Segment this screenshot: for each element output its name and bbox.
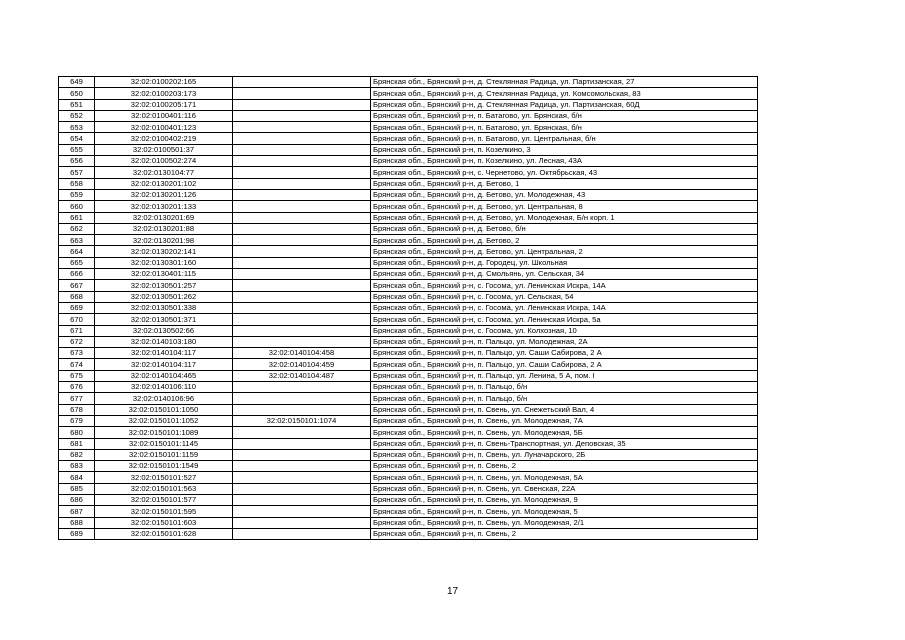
table-row — [59, 302, 758, 313]
cadastral-number: 32:02:0100203:173 — [95, 88, 233, 99]
address: Брянская обл., Брянский р-н, с. Госома, ул. Ленинская Искра, 14А — [371, 302, 758, 313]
table-row — [59, 528, 758, 539]
cadastral-number: 32:02:0150101:628 — [95, 528, 233, 539]
table-row — [59, 167, 758, 178]
related-cadastral-number — [233, 99, 371, 110]
related-cadastral-number — [233, 201, 371, 212]
table-row — [59, 99, 758, 110]
cadastral-number: 32:02:0100402:219 — [95, 133, 233, 144]
related-cadastral-number — [233, 133, 371, 144]
page-number: 17 — [446, 586, 459, 597]
table-row — [59, 370, 758, 381]
related-cadastral-number — [233, 122, 371, 133]
row-number: 670 — [59, 314, 95, 325]
address: Брянская обл., Брянский р-н, д. Смольянь, ул. Сельская, 34 — [371, 269, 758, 280]
cadastral-number: 32:02:0130201:98 — [95, 235, 233, 246]
address: Брянская обл., Брянский р-н, д. Бетово, ул. Центральная, 8 — [371, 201, 758, 212]
table-row — [59, 235, 758, 246]
row-number: 649 — [59, 77, 95, 88]
cadastral-number: 32:02:0100501:37 — [95, 144, 233, 155]
row-number: 667 — [59, 280, 95, 291]
table-row — [59, 415, 758, 426]
related-cadastral-number — [233, 144, 371, 155]
row-number: 674 — [59, 359, 95, 370]
row-number: 671 — [59, 325, 95, 336]
related-cadastral-number — [233, 494, 371, 505]
row-number: 652 — [59, 110, 95, 121]
cadastral-number: 32:02:0150101:1159 — [95, 449, 233, 460]
related-cadastral-number — [233, 314, 371, 325]
cadastral-number: 32:02:0130501:338 — [95, 302, 233, 313]
related-cadastral-number — [233, 110, 371, 121]
cadastral-number: 32:02:0140106:96 — [95, 393, 233, 404]
table-row — [59, 483, 758, 494]
cadastral-number: 32:02:0130201:133 — [95, 201, 233, 212]
address: Брянская обл., Брянский р-н, п. Свень, ул. Молодежная, 9 — [371, 494, 758, 505]
address: Брянская обл., Брянский р-н, п. Пальцо, ул. Ленина, 5 А, пом. I — [371, 370, 758, 381]
cadastral-number: 32:02:0130502:66 — [95, 325, 233, 336]
table-row — [59, 212, 758, 223]
address: Брянская обл., Брянский р-н, п. Батагово, ул. Брянская, б/н — [371, 122, 758, 133]
row-number: 665 — [59, 257, 95, 268]
cadastral-number: 32:02:0130401:115 — [95, 269, 233, 280]
related-cadastral-number — [233, 393, 371, 404]
address: Брянская обл., Брянский р-н, с. Госома, ул. Ленинская Искра, 5а — [371, 314, 758, 325]
row-number: 688 — [59, 517, 95, 528]
related-cadastral-number — [233, 427, 371, 438]
property-register-table — [58, 76, 758, 540]
row-number: 681 — [59, 438, 95, 449]
address: Брянская обл., Брянский р-н, с. Госома, ул. Ленинская Искра, 14А — [371, 280, 758, 291]
row-number: 659 — [59, 189, 95, 200]
row-number: 651 — [59, 99, 95, 110]
table-row — [59, 223, 758, 234]
table-row — [59, 189, 758, 200]
address: Брянская обл., Брянский р-н, п. Свень, ул. Снежетьский Вал, 4 — [371, 404, 758, 415]
row-number: 686 — [59, 494, 95, 505]
row-number: 685 — [59, 483, 95, 494]
table-row — [59, 246, 758, 257]
cadastral-number: 32:02:0100202:165 — [95, 77, 233, 88]
table-row — [59, 506, 758, 517]
row-number: 650 — [59, 88, 95, 99]
row-number: 682 — [59, 449, 95, 460]
table-row — [59, 178, 758, 189]
cadastral-number: 32:02:0150101:563 — [95, 483, 233, 494]
table-row — [59, 144, 758, 155]
address: Брянская обл., Брянский р-н, с. Чернетово, ул. Октябрьская, 43 — [371, 167, 758, 178]
address: Брянская обл., Брянский р-н, д. Бетово, б/н — [371, 223, 758, 234]
address: Брянская обл., Брянский р-н, п. Свень, ул. Молодежная, 5 — [371, 506, 758, 517]
table-row — [59, 88, 758, 99]
table-row — [59, 325, 758, 336]
row-number: 658 — [59, 178, 95, 189]
related-cadastral-number — [233, 235, 371, 246]
address: Брянская обл., Брянский р-н, с. Госома, ул. Колхозная, 10 — [371, 325, 758, 336]
row-number: 662 — [59, 223, 95, 234]
cadastral-number: 32:02:0140103:180 — [95, 336, 233, 347]
table-row — [59, 461, 758, 472]
table-row — [59, 314, 758, 325]
related-cadastral-number: 32:02:0140104:459 — [233, 359, 371, 370]
table-row — [59, 201, 758, 212]
related-cadastral-number — [233, 449, 371, 460]
table-row — [59, 494, 758, 505]
row-number: 683 — [59, 461, 95, 472]
cadastral-number: 32:02:0130501:371 — [95, 314, 233, 325]
address: Брянская обл., Брянский р-н, п. Пальцо, ул. Саши Сабирова, 2 А — [371, 359, 758, 370]
table-row — [59, 110, 758, 121]
cadastral-number: 32:02:0130201:126 — [95, 189, 233, 200]
row-number: 679 — [59, 415, 95, 426]
cadastral-number: 32:02:0150101:1052 — [95, 415, 233, 426]
address: Брянская обл., Брянский р-н, п. Свень, ул. Луначарского, 2Б — [371, 449, 758, 460]
related-cadastral-number — [233, 178, 371, 189]
address: Брянская обл., Брянский р-н, д. Городец, ул. Школьная — [371, 257, 758, 268]
table-row — [59, 280, 758, 291]
related-cadastral-number — [233, 302, 371, 313]
related-cadastral-number — [233, 257, 371, 268]
cadastral-number: 32:02:0140106:110 — [95, 382, 233, 393]
address: Брянская обл., Брянский р-н, д. Бетово, ул. Центральная, 2 — [371, 246, 758, 257]
address: Брянская обл., Брянский р-н, п. Козелкино, 3 — [371, 144, 758, 155]
address: Брянская обл., Брянский р-н, п. Свень, ул. Молодежная, 5А — [371, 472, 758, 483]
related-cadastral-number — [233, 461, 371, 472]
address: Брянская обл., Брянский р-н, п. Батагово, ул. Центральная, б/н — [371, 133, 758, 144]
table-row — [59, 269, 758, 280]
related-cadastral-number — [233, 156, 371, 167]
cadastral-number: 32:02:0130201:69 — [95, 212, 233, 223]
related-cadastral-number — [233, 280, 371, 291]
address: Брянская обл., Брянский р-н, п. Свень-Транспортная, ул. Деповская, 35 — [371, 438, 758, 449]
cadastral-number: 32:02:0130201:102 — [95, 178, 233, 189]
related-cadastral-number: 32:02:0150101:1074 — [233, 415, 371, 426]
table-row — [59, 393, 758, 404]
table-row — [59, 77, 758, 88]
address: Брянская обл., Брянский р-н, с. Госома, ул. Сельская, 54 — [371, 291, 758, 302]
table-row — [59, 438, 758, 449]
cadastral-number: 32:02:0150101:577 — [95, 494, 233, 505]
related-cadastral-number — [233, 472, 371, 483]
address: Брянская обл., Брянский р-н, д. Стеклянная Радица, ул. Комсомольская, 83 — [371, 88, 758, 99]
related-cadastral-number: 32:02:0140104:487 — [233, 370, 371, 381]
cadastral-number: 32:02:0100401:116 — [95, 110, 233, 121]
row-number: 678 — [59, 404, 95, 415]
row-number: 663 — [59, 235, 95, 246]
row-number: 668 — [59, 291, 95, 302]
row-number: 677 — [59, 393, 95, 404]
address: Брянская обл., Брянский р-н, п. Пальцо, б/н — [371, 382, 758, 393]
cadastral-number: 32:02:0150101:1050 — [95, 404, 233, 415]
cadastral-number: 32:02:0150101:1145 — [95, 438, 233, 449]
row-number: 672 — [59, 336, 95, 347]
related-cadastral-number — [233, 246, 371, 257]
row-number: 675 — [59, 370, 95, 381]
related-cadastral-number — [233, 88, 371, 99]
table-row — [59, 382, 758, 393]
row-number: 676 — [59, 382, 95, 393]
address: Брянская обл., Брянский р-н, д. Бетово, ул. Молодежная, 43 — [371, 189, 758, 200]
table-row — [59, 472, 758, 483]
related-cadastral-number — [233, 506, 371, 517]
address: Брянская обл., Брянский р-н, д. Стеклянная Радица, ул. Партизанская, 60Д — [371, 99, 758, 110]
address: Брянская обл., Брянский р-н, п. Батагово, ул. Брянская, б/н — [371, 110, 758, 121]
row-number: 654 — [59, 133, 95, 144]
cadastral-number: 32:02:0150101:527 — [95, 472, 233, 483]
related-cadastral-number — [233, 167, 371, 178]
cadastral-number: 32:02:0130301:160 — [95, 257, 233, 268]
address: Брянская обл., Брянский р-н, д. Бетово, ул. Молодежная, Б/н корп. 1 — [371, 212, 758, 223]
row-number: 669 — [59, 302, 95, 313]
address: Брянская обл., Брянский р-н, п. Свень, 2 — [371, 461, 758, 472]
cadastral-number: 32:02:0150101:603 — [95, 517, 233, 528]
table-row — [59, 336, 758, 347]
related-cadastral-number — [233, 438, 371, 449]
register-table-body — [59, 77, 758, 540]
row-number: 660 — [59, 201, 95, 212]
table-row — [59, 122, 758, 133]
cadastral-number: 32:02:0150101:1549 — [95, 461, 233, 472]
cadastral-number: 32:02:0140104:117 — [95, 348, 233, 359]
related-cadastral-number — [233, 528, 371, 539]
row-number: 661 — [59, 212, 95, 223]
related-cadastral-number: 32:02:0140104:458 — [233, 348, 371, 359]
table-row — [59, 133, 758, 144]
related-cadastral-number — [233, 382, 371, 393]
cadastral-number: 32:02:0130501:262 — [95, 291, 233, 302]
address: Брянская обл., Брянский р-н, п. Пальцо, б/н — [371, 393, 758, 404]
row-number: 689 — [59, 528, 95, 539]
related-cadastral-number — [233, 212, 371, 223]
cadastral-number: 32:02:0100401:123 — [95, 122, 233, 133]
address: Брянская обл., Брянский р-н, д. Стеклянная Радица, ул. Партизанская, 27 — [371, 77, 758, 88]
related-cadastral-number — [233, 291, 371, 302]
address: Брянская обл., Брянский р-н, п. Козелкино, ул. Лесная, 43А — [371, 156, 758, 167]
address: Брянская обл., Брянский р-н, п. Свень, ул. Молодежная, 2/1 — [371, 517, 758, 528]
table-row — [59, 257, 758, 268]
address: Брянская обл., Брянский р-н, п. Пальцо, ул. Молодежная, 2А — [371, 336, 758, 347]
table-row — [59, 517, 758, 528]
address: Брянская обл., Брянский р-н, д. Бетово, 1 — [371, 178, 758, 189]
cadastral-number: 32:02:0130501:257 — [95, 280, 233, 291]
table-row — [59, 291, 758, 302]
related-cadastral-number — [233, 404, 371, 415]
address: Брянская обл., Брянский р-н, п. Свень, ул. Молодежная, 7А — [371, 415, 758, 426]
cadastral-number: 32:02:0150101:595 — [95, 506, 233, 517]
related-cadastral-number — [233, 483, 371, 494]
row-number: 687 — [59, 506, 95, 517]
table-row — [59, 449, 758, 460]
cadastral-number: 32:02:0130202:141 — [95, 246, 233, 257]
address: Брянская обл., Брянский р-н, п. Свень, ул. Свенская, 22А — [371, 483, 758, 494]
table-row — [59, 404, 758, 415]
cadastral-number: 32:02:0150101:1089 — [95, 427, 233, 438]
row-number: 655 — [59, 144, 95, 155]
table-row — [59, 348, 758, 359]
cadastral-number: 32:02:0130104:77 — [95, 167, 233, 178]
row-number: 653 — [59, 122, 95, 133]
related-cadastral-number — [233, 77, 371, 88]
address: Брянская обл., Брянский р-н, д. Бетово, 2 — [371, 235, 758, 246]
table-row — [59, 427, 758, 438]
row-number: 666 — [59, 269, 95, 280]
row-number: 680 — [59, 427, 95, 438]
related-cadastral-number — [233, 325, 371, 336]
row-number: 656 — [59, 156, 95, 167]
row-number: 673 — [59, 348, 95, 359]
row-number: 657 — [59, 167, 95, 178]
row-number: 684 — [59, 472, 95, 483]
cadastral-number: 32:02:0100502:274 — [95, 156, 233, 167]
related-cadastral-number — [233, 336, 371, 347]
related-cadastral-number — [233, 269, 371, 280]
related-cadastral-number — [233, 189, 371, 200]
address: Брянская обл., Брянский р-н, п. Свень, 2 — [371, 528, 758, 539]
address: Брянская обл., Брянский р-н, п. Пальцо, ул. Саши Сабирова, 2 А — [371, 348, 758, 359]
cadastral-number: 32:02:0140104:465 — [95, 370, 233, 381]
cadastral-number: 32:02:0100205:171 — [95, 99, 233, 110]
cadastral-number: 32:02:0140104:117 — [95, 359, 233, 370]
address: Брянская обл., Брянский р-н, п. Свень, ул. Молодежная, 5Б — [371, 427, 758, 438]
related-cadastral-number — [233, 517, 371, 528]
row-number: 664 — [59, 246, 95, 257]
table-row — [59, 359, 758, 370]
related-cadastral-number — [233, 223, 371, 234]
cadastral-number: 32:02:0130201:88 — [95, 223, 233, 234]
table-row — [59, 156, 758, 167]
